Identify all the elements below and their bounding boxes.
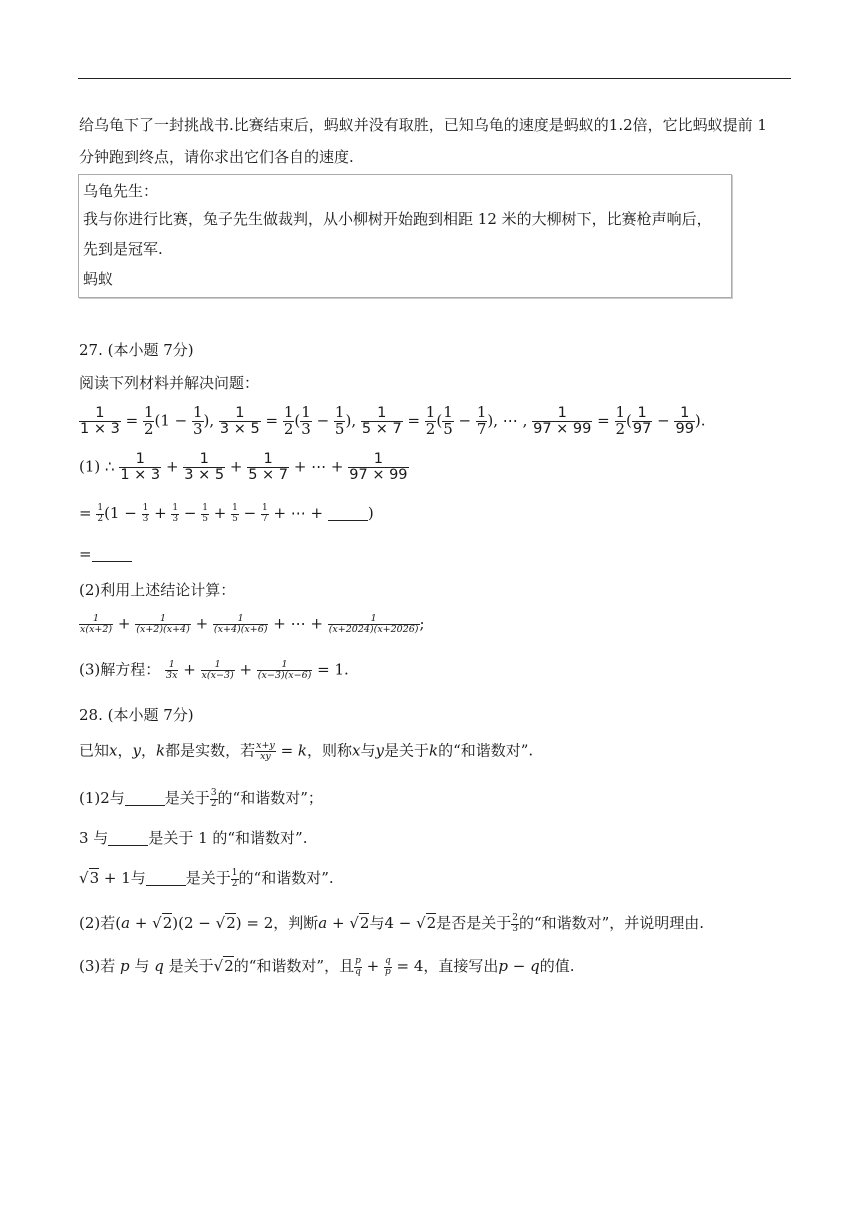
blank-1[interactable]: [328, 505, 368, 521]
header-rule: [78, 78, 791, 79]
letter-box: [78, 174, 732, 298]
q27-title: 27. (本小题 7分): [79, 341, 194, 359]
blank-5[interactable]: [146, 870, 186, 886]
q27-part2: (2)利用上述结论计算：: [79, 581, 236, 599]
q27-part1-result: =: [79, 545, 132, 563]
q27-instruction: 阅读下列材料并解决问题：: [79, 374, 260, 392]
q28-title: 28. (本小题 7分): [79, 706, 194, 724]
intro-line-2: 分钟跑到终点，请你求出它们各自的速度.: [79, 148, 354, 166]
q28-intro: 已知x，y，k都是实数，若 $\frac{x+y}{xy}$ = k，则称x与y是关于k的“和谐数对”.: [79, 740, 534, 762]
letter-signature: 蚂蚁: [83, 270, 114, 288]
q27-part2-sum: $\frac{1}{x(x+2)}$ + $\frac{1}{(x+2)(x+4)}$ + $\frac{1}{(x+4)(x+6)}$ + ⋯ + $\frac{1}{(x+2024)(x+2026)}$ ;: [80, 613, 425, 635]
q28-part1c: √3 + 1与 是关于 $\frac{1}{2}$ 的“和谐数对”.: [79, 868, 334, 889]
intro-line-1: 给乌龟下了一封挑战书.比赛结束后，蚂蚁并没有取胜，已知乌龟的速度是蚂蚁的1.2倍，它比蚂蚁提前 1: [79, 116, 767, 134]
blank-3[interactable]: [125, 790, 165, 806]
q28-part2: (2)若(a + √2)(2 − √2) = 2，判断a + √2与4 − √2是否是关于 $\frac{2}{3}$ 的“和谐数对”，并说明理由.: [79, 913, 705, 934]
q27-part1-sum: (1) ∴ $\frac{1}{1 \times 3}$ + $\frac{1}{3 \times 5}$ + $\frac{1}{5 \times 7}$ + ⋯ + $\frac{1}{97 \times 99}$: [79, 451, 408, 484]
letter-greeting: 乌龟先生：: [83, 182, 159, 200]
q27-part3: (3)解方程： $\frac{1}{3x}$ + $\frac{1}{x(x-3)}$ + $\frac{1}{(x-3)(x-6)}$ = 1.: [79, 659, 349, 681]
blank-4[interactable]: [108, 830, 148, 846]
blank-2[interactable]: [92, 546, 132, 562]
q28-part1a: (1)2与 是关于 $\frac{3}{2}$ 的“和谐数对”；: [79, 788, 323, 809]
q28-part3: (3)若 p 与 q 是关于√2的“和谐数对”，且 $\frac{p}{q}$ + $\frac{q}{p}$ = 4，直接写出p − q的值.: [79, 956, 575, 977]
letter-body-1: 我与你进行比赛，兔子先生做裁判，从小柳树开始跑到相距 12 米的大柳树下，比赛枪声响后，: [83, 210, 712, 228]
q27-material: $\frac{1}{1 \times 3}$ = $\frac{1}{2}$ (1 − $\frac{1}{3}$ ), $\frac{1}{3 \times 5}$ = $\frac{1}{2}$ ( $\frac{1}{3}$ − $\frac{1}{5}$ ), $\frac{1}{5 \times 7}$ = $\frac{1}{2}$ ( $\frac{1}{5}$ − $\frac{1}{7}$ ), ⋯ , $\frac{1}{97 \times 99}$ = $\frac{1}{2}$ ( $\frac{1}{97}$ − $\frac{1}{99}$ ).: [80, 403, 706, 438]
q28-part1b: 3 与 是关于 1 的“和谐数对”.: [79, 829, 308, 847]
q27-part1-expand: = $\frac{1}{2}$ (1 − $\frac{1}{3}$ + $\frac{1}{3}$ − $\frac{1}{5}$ + $\frac{1}{5}$ − $\frac{1}{7}$ + ⋯ + ): [79, 503, 374, 524]
letter-body-2: 先到是冠军.: [83, 240, 163, 258]
